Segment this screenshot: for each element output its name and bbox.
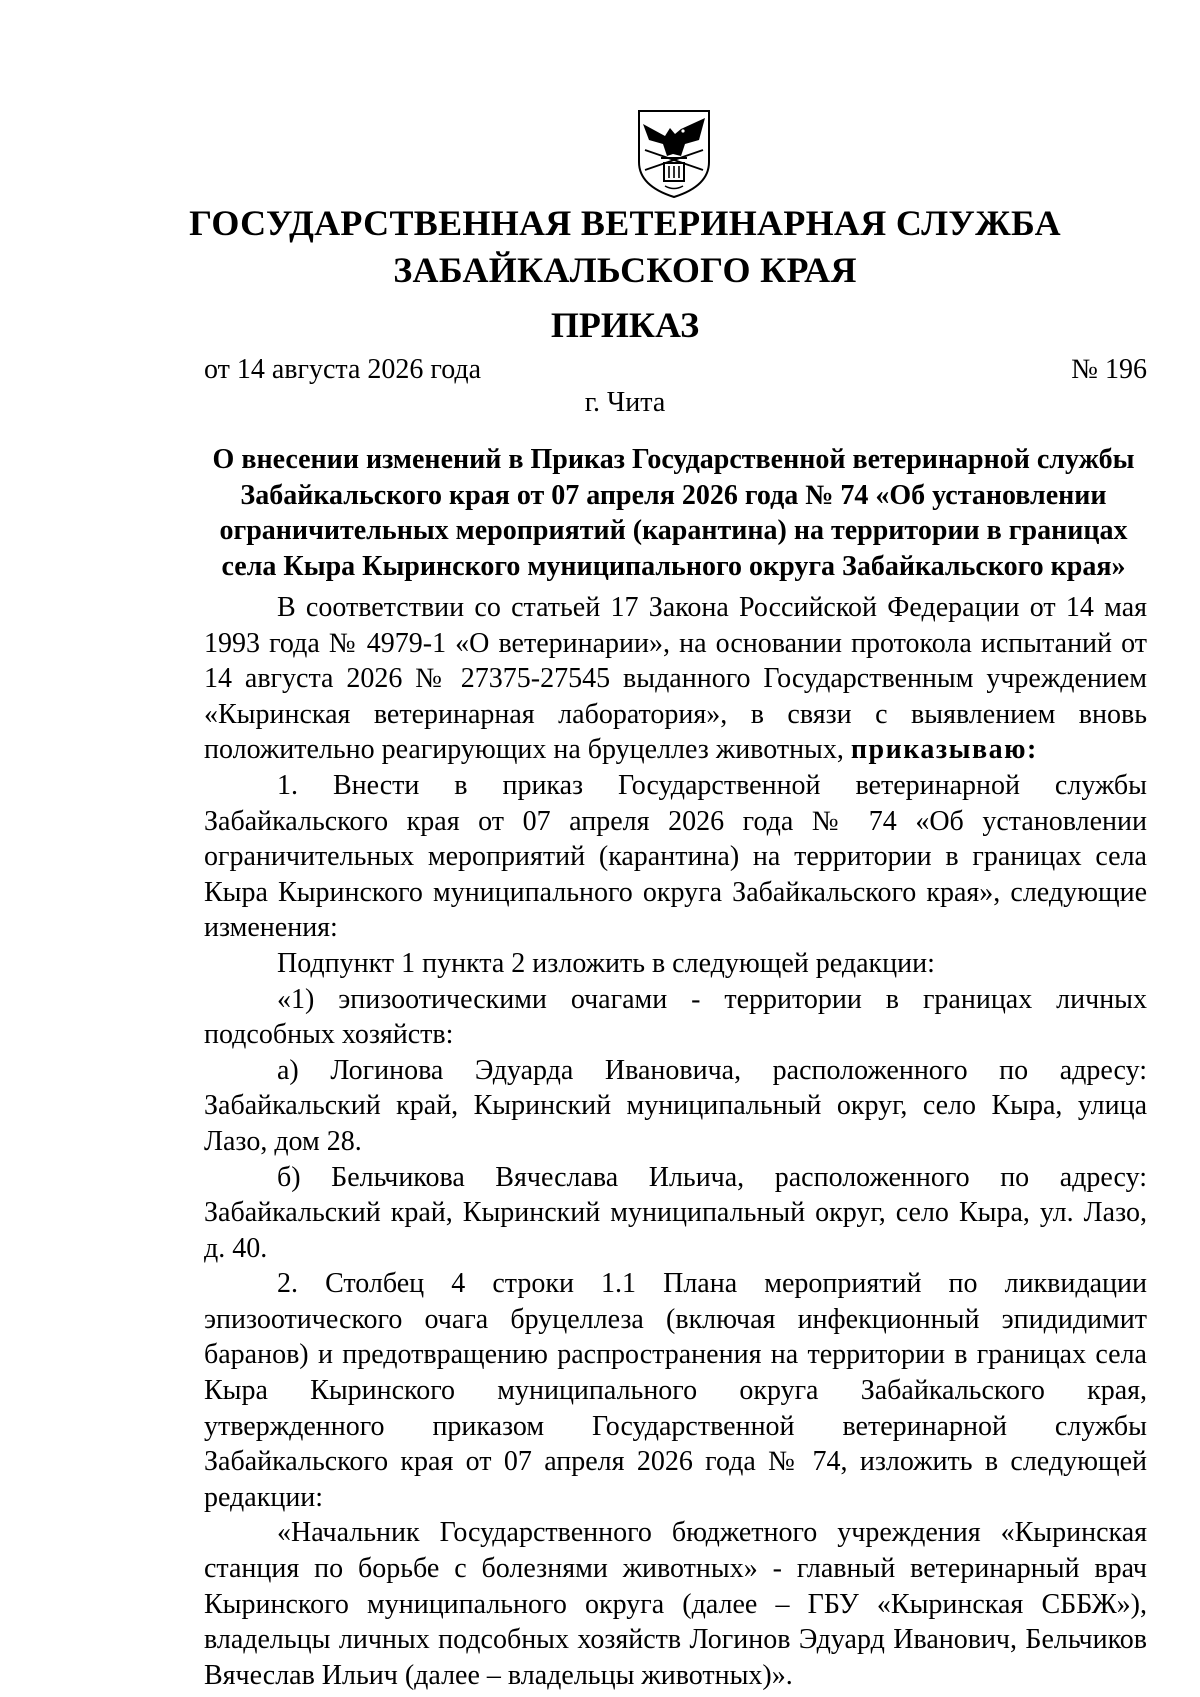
- document-subject: О внесении изменений в Приказ Государственной ветеринарной службы Забайкальского края от 07 апреля 2026 года № 74 «Об установлении ограничительных мероприятий (карантина) на территории в границах села Кыра Кыринского муниципального округа Забайкальского края»: [212, 444, 1135, 582]
- preamble-text: В соответствии со статьей 17 Закона Российской Федерации от 14 мая 1993 года № 4979-1 «О ветеринарии», на основании протокола испытаний от 14 августа 2026 № 27375-27545 выданного Государственным учреждением «Кыринская ветеринарная лаборатория», в связи с выявлением вновь положительно реагирующих на бруцеллез животных,: [204, 592, 1147, 766]
- agency-name-line2: ЗАБАЙКАЛЬСКОГО КРАЯ: [393, 250, 857, 290]
- order-word: приказываю:: [850, 734, 1038, 766]
- item-1-sub-paragraph: Подпункт 1 пункта 2 изложить в следующей редакции:: [277, 947, 935, 979]
- document-city: г. Чита: [584, 387, 666, 418]
- item-1-b-paragraph: б) Бельчикова Вячеслава Ильича, расположенного по адресу: Забайкальский край, Кыринский муниципальный округ, село Кыра, ул. Лазо, д. 40.: [204, 1161, 1147, 1264]
- agency-name-line1: ГОСУДАРСТВЕННАЯ ВЕТЕРИНАРНАЯ СЛУЖБА: [189, 203, 1061, 243]
- document-number: № 196: [1071, 354, 1147, 385]
- coat-of-arms-icon: [637, 110, 711, 198]
- document-date: от 14 августа 2026 года: [204, 354, 482, 385]
- preamble-paragraph: [204, 590, 1147, 768]
- item-1-paragraph: 1. Внести в приказ Государственной ветеринарной службы Забайкальского края от 07 апреля 2026 года № 74 «Об установлении ограничительных мероприятий (карантина) на территории в границах села Кыра Кыринского муниципального округа Забайкальского края», следующие изменения:: [204, 769, 1147, 944]
- item-2-quote-paragraph: «Начальник Государственного бюджетного учреждения «Кыринская станция по борьбе с болезнями животных» - главный ветеринарный врач Кыринского муниципального округа (далее – ГБУ «Кыринская СББЖ»), владельцы личных подсобных хозяйств Логинов Эдуард Иванович, Бельчиков Вячеслав Ильич (далее – владельцы животных)».: [204, 1517, 1147, 1691]
- document-body: [204, 590, 1147, 1693]
- agency-name: [160, 200, 1090, 294]
- item-1-a-paragraph: а) Логинова Эдуарда Ивановича, расположенного по адресу: Забайкальский край, Кыринский муниципальный округ, село Кыра, улица Лазо, дом 28.: [204, 1054, 1147, 1157]
- item-1-quote-paragraph: «1) эпизоотическими очагами - территории в границах личных подсобных хозяйств:: [204, 983, 1147, 1051]
- item-2-paragraph: 2. Столбец 4 строки 1.1 Плана мероприятий по ликвидации эпизоотического очага бруцеллеза (включая инфекционный эпидидимит баранов) и предотвращению распространения на территории в границах села Кыра Кыринского муниципального округа Забайкальского края, утвержденного приказом Государственной ветеринарной службы Забайкальского края от 07 апреля 2026 года № 74, изложить в следующей редакции:: [204, 1268, 1147, 1513]
- document-type: ПРИКАЗ: [550, 305, 700, 345]
